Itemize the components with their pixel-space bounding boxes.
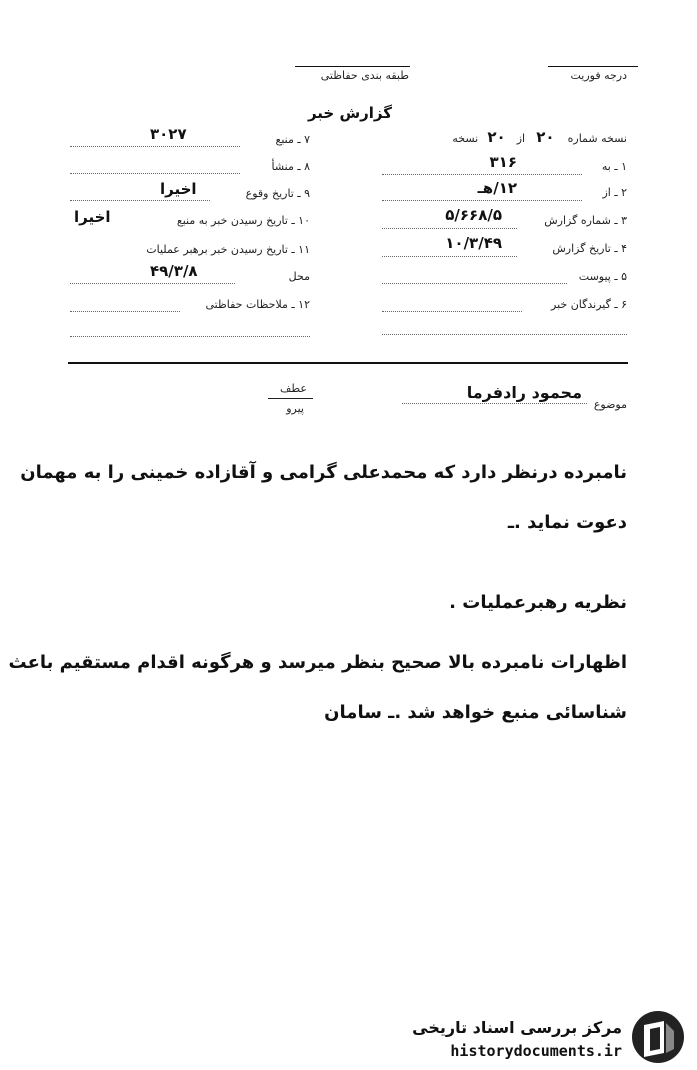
source-receipt-label: ۱۰ ـ تاریخ رسیدن خبر به منبع bbox=[176, 214, 310, 227]
copy-of-label: از bbox=[516, 132, 526, 145]
archive-logo-icon bbox=[630, 1009, 686, 1065]
body-line-4: اظهارات نامبرده بالا صحیح بنظر میرسد و هرگونه اقدام مستقیم باعث bbox=[8, 652, 627, 673]
copy-number-value: ۲۰ bbox=[536, 128, 555, 146]
subject-label: موضوع bbox=[593, 398, 627, 411]
source-value: ۳۰۲۷ bbox=[150, 125, 187, 143]
watermark-url: historydocuments.ir bbox=[450, 1042, 622, 1060]
location-value: ۴۹/۳/۸ bbox=[150, 262, 198, 280]
source-label: ۷ ـ منبع bbox=[275, 133, 310, 146]
location-label: محل bbox=[288, 270, 310, 283]
body-line-1: نامبرده درنظر دارد که محمدعلی گرامی و آقازاده خمینی را به مهمان bbox=[20, 462, 627, 483]
copy-total-value: ۲۰ bbox=[487, 128, 506, 146]
report-number-value: ۵/۶۶۸/۵ bbox=[445, 206, 502, 224]
copy-suffix-label: نسخه bbox=[452, 132, 479, 145]
report-date-value: ۱۰/۳/۴۹ bbox=[445, 234, 502, 252]
body-line-3: نظریه رهبرعملیات . bbox=[449, 592, 627, 613]
reference-label: عطف bbox=[280, 382, 307, 395]
recipients-label: ۶ ـ گیرندگان خبر bbox=[551, 298, 627, 311]
form-title: گزارش خبر bbox=[307, 104, 392, 122]
report-number-label: ۳ ـ شماره گزارش bbox=[544, 214, 627, 227]
subject-value: محمود رادفرما bbox=[466, 383, 582, 402]
urgency-label: درجه فوریت bbox=[570, 69, 627, 82]
copy-number-label: نسخه شماره bbox=[567, 132, 627, 145]
watermark-name: مرکز بررسی اسناد تاریخی bbox=[412, 1018, 622, 1037]
body-line-5: شناسائی منبع خواهد شد .ـ سامان bbox=[324, 702, 627, 723]
report-date-label: ۴ ـ تاریخ گزارش bbox=[552, 242, 627, 255]
field-to-value: ۳۱۶ bbox=[489, 153, 517, 171]
leader-receipt-label: ۱۱ ـ تاریخ رسیدن خبر برهبر عملیات bbox=[146, 243, 310, 256]
event-date-label: ۹ ـ تاریخ وقوع bbox=[245, 187, 310, 200]
origin-label: ۸ ـ منشأ bbox=[271, 160, 310, 173]
followup-label: پیرو bbox=[286, 402, 304, 415]
event-date-value: اخیرا bbox=[160, 180, 197, 198]
attachment-label: ۵ ـ پیوست bbox=[578, 270, 627, 283]
source-receipt-value: اخیرا bbox=[74, 208, 111, 226]
body-line-2: دعوت نماید .ـ bbox=[507, 512, 627, 533]
security-notes-label: ۱۲ ـ ملاحظات حفاظتی bbox=[205, 298, 310, 311]
header-divider bbox=[68, 362, 628, 364]
copy-number-row bbox=[389, 127, 627, 147]
classification-label: طبقه بندی حفاظتی bbox=[320, 69, 409, 82]
field-from-label: ۲ ـ از bbox=[602, 186, 627, 199]
field-to-label: ۱ ـ به bbox=[601, 160, 627, 173]
field-from-value: ۱۲/هـ bbox=[477, 179, 517, 197]
